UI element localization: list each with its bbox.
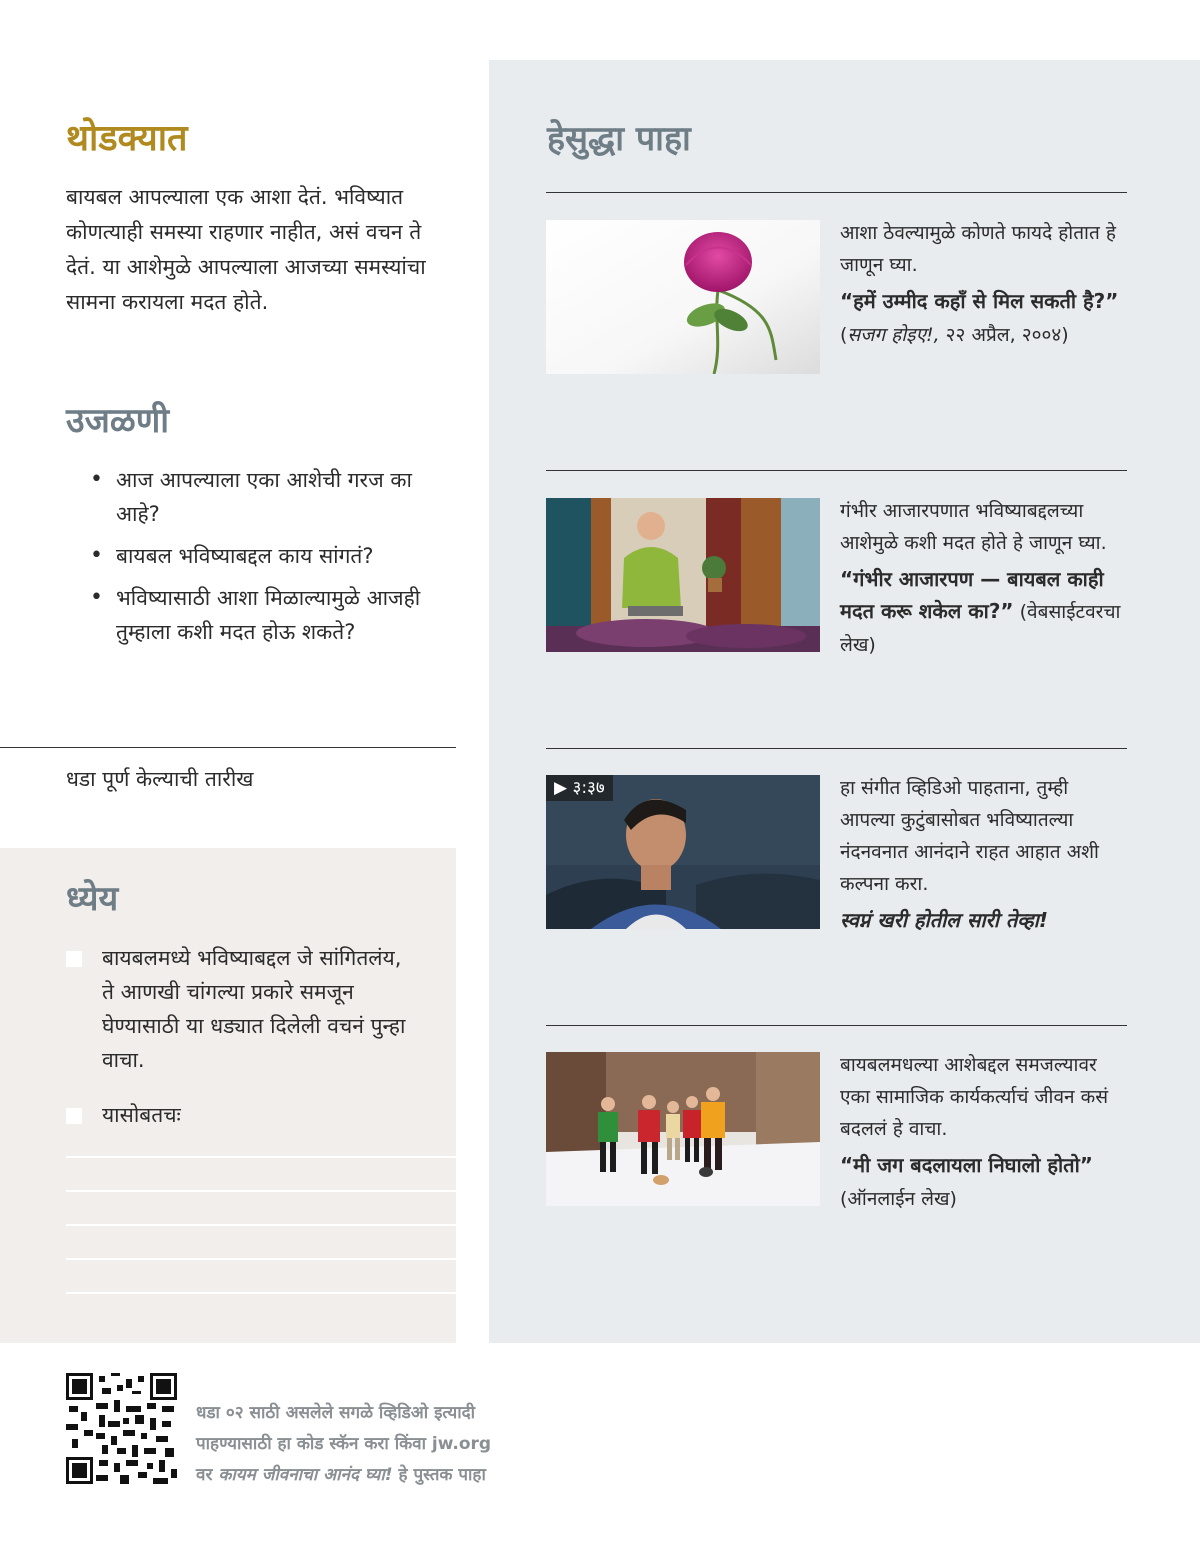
qr-code-icon — [66, 1373, 177, 1484]
write-line[interactable] — [66, 1190, 456, 1192]
footer-line-2: पाहण्यासाठी हा कोड स्कॅन करा किंवा jw.org — [196, 1434, 492, 1454]
footer-note — [196, 1398, 616, 1491]
summary-heading: थोडक्यात — [66, 118, 188, 159]
completion-date-label: धडा पूर्ण केल्याची तारीख — [66, 767, 254, 791]
item-source: (ऑनलाईन लेख) — [840, 1188, 957, 1210]
flower-image — [546, 220, 820, 374]
book-title-link[interactable]: कायम जीवनाचा आनंद घ्या! — [218, 1465, 393, 1485]
video-duration: ३:३७ — [572, 778, 605, 798]
write-line[interactable] — [66, 1156, 456, 1158]
see-also-heading: हेसुद्धा पाहा — [547, 119, 691, 159]
completion-divider — [0, 747, 456, 748]
flower-thumbnail[interactable] — [546, 220, 820, 374]
play-icon: ▶ — [554, 778, 568, 798]
item-description: हा संगीत व्हिडिओ पाहताना, तुम्ही आपल्या कुटुंबासोबत भविष्यातल्या नंदनवनात आनंदाने राहत आहात अशी कल्पना करा. — [840, 777, 1099, 895]
see-also-item-1 — [840, 217, 1120, 351]
see-also-item-4 — [840, 1049, 1110, 1215]
item-link[interactable] — [840, 1149, 1110, 1215]
summary-text: बायबल आपल्याला एक आशा देतं. भविष्यात कोणत्याही समस्या राहणार नाहीत, असं वचन ते देतं. या आशेमुळे आपल्याला आजच्या समस्यांचा सामना करायला मदत होते. — [66, 185, 426, 314]
item-link[interactable] — [840, 563, 1125, 661]
write-line[interactable] — [66, 1258, 456, 1260]
review-item: • भविष्यासाठी आशा मिळाल्यामुळे आजही तुम्हाला कशी मदत होऊ शकते? — [66, 581, 436, 649]
item-source-rest: २२ अप्रैल, २००४) — [939, 324, 1069, 346]
item-divider — [546, 470, 1127, 471]
item-description: गंभीर आजारपणात भविष्याबद्दलच्या आशेमुळे कशी मदत होते हे जाणून घ्या. — [840, 500, 1107, 554]
item-title[interactable]: स्वप्नं खरी होतील सारी तेव्हा! — [840, 908, 1048, 932]
footer-line-1: धडा ०२ साठी असलेले सगळे व्हिडिओ इत्यादी — [196, 1403, 476, 1423]
see-also-panel — [489, 60, 1200, 1343]
write-line[interactable] — [66, 1292, 456, 1294]
item-description: आशा ठेवल्यामुळे कोणते फायदे होतात हे जाणून घ्या. — [840, 222, 1116, 276]
goal-checkbox[interactable] — [66, 951, 82, 967]
review-heading: उजळणी — [66, 401, 170, 441]
winter-walk-image — [546, 1052, 820, 1206]
review-item: • बायबल भविष्याबद्दल काय सांगतं? — [66, 539, 436, 573]
item-title[interactable]: “गंभीर आजारपण — बायबल काही मदत करू शकेल का?” — [840, 567, 1104, 623]
item-source-italic: सजग होइए!, — [847, 324, 940, 346]
item-source: (वेबसाईटवरचा लेख) — [840, 601, 1121, 656]
review-list — [66, 463, 436, 657]
music-video-thumbnail[interactable] — [546, 775, 820, 929]
winter-walk-thumbnail[interactable] — [546, 1052, 820, 1206]
man-wheelchair-image — [546, 498, 820, 652]
item-divider — [546, 748, 1127, 749]
goal-text: बायबलमध्ये भविष्याबद्दल जे सांगितलंय, ते आणखी चांगल्या प्रकारे समजून घेण्यासाठी या धड्यात दिलेली वचनं पुन्हा वाचा. — [102, 946, 406, 1072]
item-divider — [546, 1025, 1127, 1026]
man-wheelchair-thumbnail[interactable] — [546, 498, 820, 652]
item-title[interactable]: “हमें उम्मीद कहाँ से मिल सकती है?” — [840, 289, 1119, 313]
goal-item-reread — [66, 941, 406, 1077]
footer-line-3-pre: वर — [196, 1465, 219, 1485]
item-description: बायबलमधल्या आशेबद्दल समजल्यावर एका सामाजिक कार्यकर्त्याचं जीवन कसं बदललं हे वाचा. — [840, 1054, 1109, 1140]
item-source-open: ( — [840, 324, 848, 346]
write-line[interactable] — [66, 1224, 456, 1226]
video-duration-badge — [546, 775, 613, 801]
see-also-item-2 — [840, 495, 1125, 661]
item-link[interactable] — [840, 285, 1120, 351]
goal-checkbox[interactable] — [66, 1108, 82, 1124]
review-item: • आज आपल्याला एका आशेची गरज का आहे? — [66, 463, 436, 531]
goal-text: यासोबतचः — [102, 1103, 181, 1127]
goal-item-custom — [66, 1098, 406, 1132]
footer-line-3 — [196, 1460, 616, 1491]
item-divider — [546, 192, 1127, 193]
item-title[interactable]: “मी जग बदलायला निघालो होतो” — [840, 1153, 1093, 1177]
footer-line-3-post: हे पुस्तक पाहा — [392, 1465, 486, 1485]
goals-panel — [0, 848, 456, 1343]
goals-heading: ध्येय — [66, 879, 119, 919]
qr-code[interactable] — [66, 1373, 177, 1484]
see-also-item-3 — [840, 772, 1125, 936]
